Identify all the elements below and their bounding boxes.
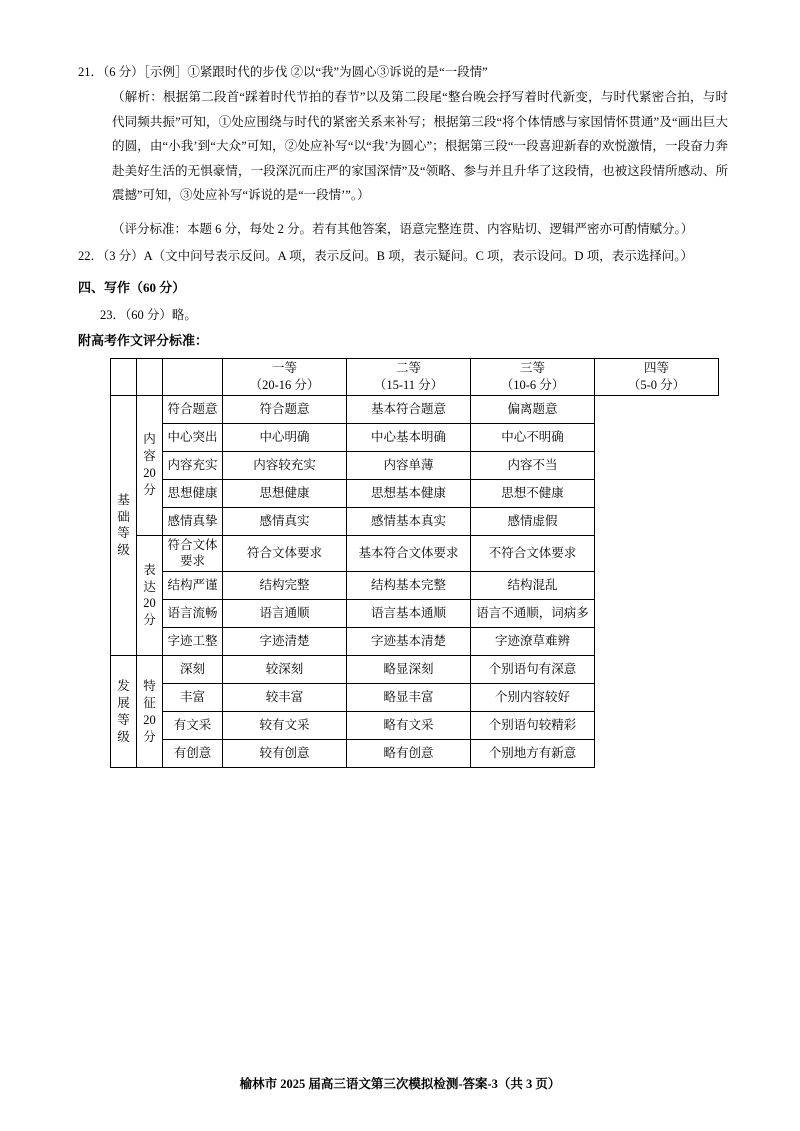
section-heading-writing: 四、写作（60 分）	[78, 280, 186, 295]
corner-cell-2	[137, 358, 163, 395]
cell: 不符合文体要求	[471, 535, 595, 572]
cell: 中心基本明确	[347, 423, 471, 451]
cell: 思想不健康	[471, 479, 595, 507]
group-label-basic-line2: 等级	[117, 526, 130, 558]
col-header-grade-1-title: 一等	[271, 360, 297, 375]
cell: 思想健康	[223, 479, 347, 507]
cell: 偏离题意	[471, 395, 595, 423]
cell: 感情基本真实	[347, 507, 471, 535]
col-header-grade-2-range: （15-11 分）	[373, 377, 444, 392]
table-row	[111, 395, 719, 423]
subgroup-label-features-line1: 特征	[143, 679, 156, 710]
cell: 较丰富	[223, 684, 347, 712]
group-label-development-line1: 发展	[117, 679, 130, 710]
table-row	[111, 535, 719, 572]
cell: 略有创意	[347, 740, 471, 768]
cell: 字迹清楚	[223, 628, 347, 656]
cell: 感情真挚	[163, 507, 223, 535]
table-row	[111, 572, 719, 600]
subgroup-label-features-line2: 20 分	[143, 712, 156, 744]
cell: 有创意	[163, 740, 223, 768]
table-row	[111, 507, 719, 535]
subgroup-label-content-line1: 内容	[143, 432, 156, 464]
subgroup-label-expression-line2: 20 分	[143, 596, 156, 628]
cell: 略显丰富	[347, 684, 471, 712]
answer-21-scoring: （评分标准：本题 6 分，每处 2 分。若有其他答案，语意完整连贯、内容贴切、逻辑严密亦可酌情赋分。）	[112, 222, 694, 237]
group-label-development-line2: 等	[117, 712, 130, 727]
table-row	[111, 712, 719, 740]
cell: 基本符合题意	[347, 395, 471, 423]
cell: 结构混乱	[471, 572, 595, 600]
table-header-row	[111, 358, 719, 395]
col-header-grade-4-title: 四等	[643, 360, 669, 375]
cell: 个别内容较好	[471, 684, 595, 712]
group-label-basic-line1: 基础	[117, 492, 130, 524]
table-row	[111, 628, 719, 656]
col-header-grade-3-range: （10-6 分）	[500, 377, 565, 392]
table-row	[111, 684, 719, 712]
col-header-grade-3-title: 三等	[519, 360, 545, 375]
col-header-grade-2	[347, 358, 471, 395]
cell: 内容单薄	[347, 451, 471, 479]
answer-21-line-1: 21．（6 分）［示例］①紧跟时代的步伐 ②以“我”为圆心③诉说的是“一段情”	[78, 65, 488, 79]
col-header-grade-1-range: （20-16 分）	[249, 377, 320, 392]
cell: 中心明确	[223, 423, 347, 451]
rubric-table-caption: 附高考作文评分标准：	[78, 333, 209, 349]
group-label-basic	[111, 395, 137, 656]
subgroup-label-expression-line1: 表达	[143, 562, 156, 594]
corner-cell-3	[163, 358, 223, 395]
table-row	[111, 479, 719, 507]
cell: 基本符合文体要求	[347, 535, 471, 572]
answer-23: 23．（60 分）略。	[100, 307, 197, 322]
col-header-grade-3	[471, 358, 595, 395]
corner-cell-1	[111, 358, 137, 395]
cell: 语言基本通顺	[347, 600, 471, 628]
answer-22-line-1: 22．（3 分）A（文中问号表示反问。A 项，表示反问。B 项，表示疑问。C 项，表示设问。D 项，表示选择问。）	[78, 248, 693, 263]
cell: 结构严谨	[163, 572, 223, 600]
cell: 个别语句较精彩	[471, 712, 595, 740]
col-header-grade-2-title: 二等	[395, 360, 421, 375]
table-row	[111, 600, 719, 628]
col-header-grade-1	[223, 358, 347, 395]
cell: 语言通顺	[223, 600, 347, 628]
subgroup-label-content-line2: 20 分	[143, 466, 156, 497]
essay-rubric-table	[110, 358, 719, 769]
subgroup-label-features	[137, 656, 163, 768]
subgroup-label-expression	[137, 535, 163, 656]
cell: 思想基本健康	[347, 479, 471, 507]
cell: 个别地方有新意	[471, 740, 595, 768]
cell: 语言不通顺，词病多	[471, 600, 595, 628]
cell: 字迹潦草难辨	[471, 628, 595, 656]
cell: 符合题意	[223, 395, 347, 423]
col-header-grade-4	[595, 358, 719, 395]
table-row	[111, 423, 719, 451]
cell: 略显深刻	[347, 656, 471, 684]
cell: 有文采	[163, 712, 223, 740]
group-label-development-line3: 级	[117, 729, 130, 744]
cell: 字迹工整	[163, 628, 223, 656]
col-header-grade-4-range: （5-0 分）	[627, 377, 686, 392]
cell: 字迹基本清楚	[347, 628, 471, 656]
cell: 内容较充实	[223, 451, 347, 479]
cell: 思想健康	[163, 479, 223, 507]
cell: 感情真实	[223, 507, 347, 535]
table-row	[111, 740, 719, 768]
cell: 感情虚假	[471, 507, 595, 535]
cell: 丰富	[163, 684, 223, 712]
cell: 个别语句有深意	[471, 656, 595, 684]
cell: 符合文体要求	[223, 535, 347, 572]
table-row	[111, 451, 719, 479]
cell: 深刻	[163, 656, 223, 684]
cell: 结构完整	[223, 572, 347, 600]
subgroup-label-content	[137, 395, 163, 535]
group-label-development	[111, 656, 137, 768]
cell: 中心突出	[163, 423, 223, 451]
cell: 较有创意	[223, 740, 347, 768]
cell: 内容不当	[471, 451, 595, 479]
answer-21-analysis: （解析：根据第二段首“踩着时代节拍的春节”以及第二段尾“整台晚会抒写着时代新变，与时代紧密合拍，与时代同频共振”可知，①处应围绕与时代的紧密关系来补写；根据第三段“将个体情感与家国情怀贯通”及“画出巨大的圆，由“小我’到“大众”可知，②处应补写“以“我’为圆心”；根据第三段“一段喜迎新春的欢悦激情，一段奋力奔赴美好生活的无惧豪情，一段深沉而庄严的家国深情”及“领略、参与并且升华了这段情，也被这段情所感动、所震撼”可知，③处应补写“诉说的是“一段情’”。）	[112, 90, 728, 202]
cell: 略有文采	[347, 712, 471, 740]
cell: 语言流畅	[163, 600, 223, 628]
page-footer: 榆林市 2025 届高三语文第三次模拟检测-答案-3（共 3 页）	[239, 1077, 561, 1091]
cell: 符合题意	[163, 395, 223, 423]
cell: 内容充实	[163, 451, 223, 479]
table-row	[111, 656, 719, 684]
cell: 中心不明确	[471, 423, 595, 451]
cell: 较有文采	[223, 712, 347, 740]
document-content	[78, 60, 728, 768]
cell: 符合文体要求	[163, 535, 223, 572]
cell: 结构基本完整	[347, 572, 471, 600]
cell: 较深刻	[223, 656, 347, 684]
